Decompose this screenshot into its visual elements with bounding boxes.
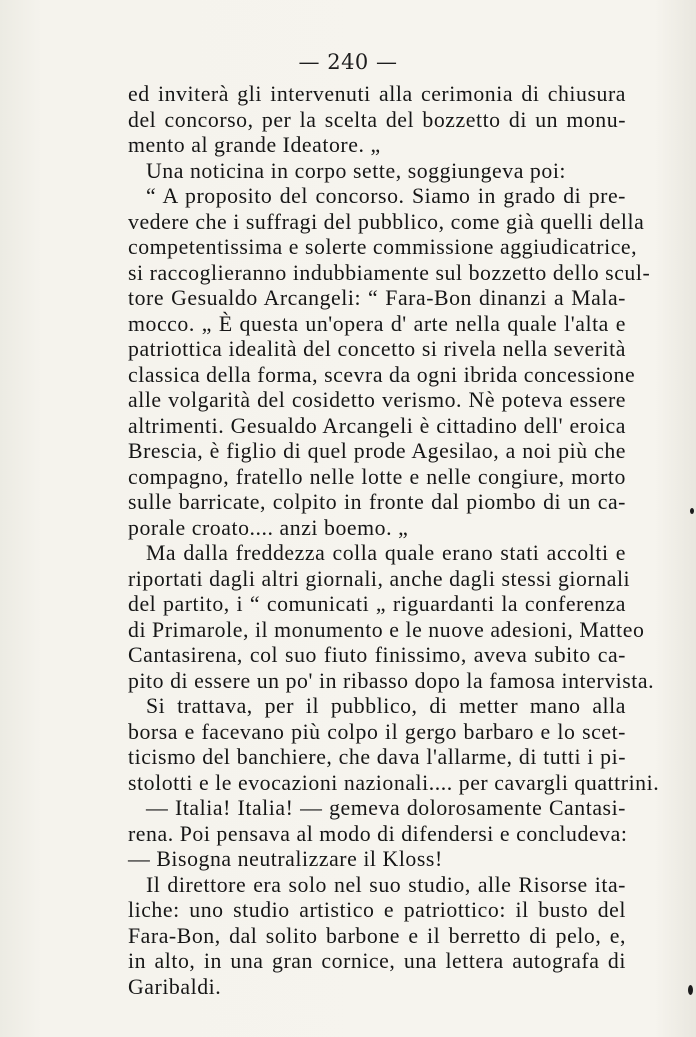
text-line: vedere che i suffragi del pubblico, come già quelli della (128, 209, 645, 234)
scan-speck (688, 985, 693, 995)
text-line: patriottica idealità del concetto si rivela nella severità (128, 337, 626, 361)
text-line: altrimenti. Gesualdo Arcangeli è cittadino dell' eroica (128, 413, 626, 438)
text-line: di Primarole, il monumento e le nuove adesioni, Matteo (128, 617, 645, 642)
text-line: competentissima e solerte commissione aggiudicatrice, (128, 235, 638, 259)
text-line: pito di essere un po' in ribasso dopo la famosa intervista. (128, 668, 655, 693)
text-line: Una noticina in corpo sette, soggiungeva poi: (146, 158, 567, 183)
text-line: ed inviterà gli intervenuti alla cerimonia di chiusura (128, 82, 626, 106)
body-text (128, 82, 660, 1000)
text-line: si raccoglieranno indubbiamente sul bozzetto dello scul- (128, 260, 651, 285)
text-line: del partito, i “ comunicati „ riguardanti la conferenza (128, 592, 626, 616)
text-line: alle volgarità del cosidetto verismo. Nè poteva essere (128, 388, 626, 412)
text-line: rena. Poi pensava al modo di difendersi e concludeva: (128, 821, 628, 846)
text-line: borsa e facevano più colpo il gergo barbaro e lo scet- (128, 719, 626, 744)
text-line: in alto, in una gran cornice, una lettera autografa di (128, 949, 626, 973)
text-line: ticismo del banchiere, che dava l'allarme, di tutti i pi- (128, 745, 626, 769)
text-line: classica della forma, scevra da ogni ibrida concessione (128, 362, 636, 387)
text-line: liche: uno studio artistico e patriottico: il busto del (128, 898, 626, 922)
text-line: Fara-Bon, dal solito barbone e il berretto di pelo, e, (128, 923, 626, 948)
text-line: Garibaldi. (128, 974, 222, 999)
text-line: “ A proposito del concorso. Siamo in grado di pre- (146, 184, 626, 208)
text-line: porale croato.... anzi boemo. „ (128, 515, 409, 540)
text-line: mento al grande Ideatore. „ (128, 133, 381, 157)
text-line: del concorso, per la scelta del bozzetto di un monu- (128, 107, 626, 132)
text-line: Cantasirena, col suo fiuto finissimo, aveva subito ca- (128, 643, 626, 667)
text-line: tore Gesualdo Arcangeli: “ Fara-Bon dinanzi a Mala- (128, 286, 626, 310)
text-line: — Italia! Italia! — gemeva dolorosamente Cantasi- (146, 796, 626, 820)
text-line: stolotti e le evocazioni nazionali.... per cavargli quattrini. (128, 770, 660, 795)
text-line: — Bisogna neutralizzare il Kloss! (128, 847, 443, 871)
text-line: Ma dalla freddezza colla quale erano stati accolti e (146, 541, 626, 565)
text-line: Brescia, è figlio di quel prode Agesilao, a noi più che (128, 439, 626, 463)
scan-speck (690, 508, 694, 514)
page-number: — 240 — (298, 50, 398, 74)
text-line: compagno, fratello nelle lotte e nelle congiure, morto (128, 464, 626, 489)
text-line: Il direttore era solo nel suo studio, alle Risorse ita- (146, 872, 626, 897)
text-line: riportati dagli altri giornali, anche dagli stessi giornali (128, 566, 631, 591)
text-line: Si trattava, per il pubblico, di metter mano alla (146, 694, 626, 718)
text-line: mocco. „ È questa un'opera d' arte nella quale l'alta e (128, 311, 626, 336)
text-line: sulle barricate, colpito in fronte dal piombo di un ca- (128, 490, 626, 514)
